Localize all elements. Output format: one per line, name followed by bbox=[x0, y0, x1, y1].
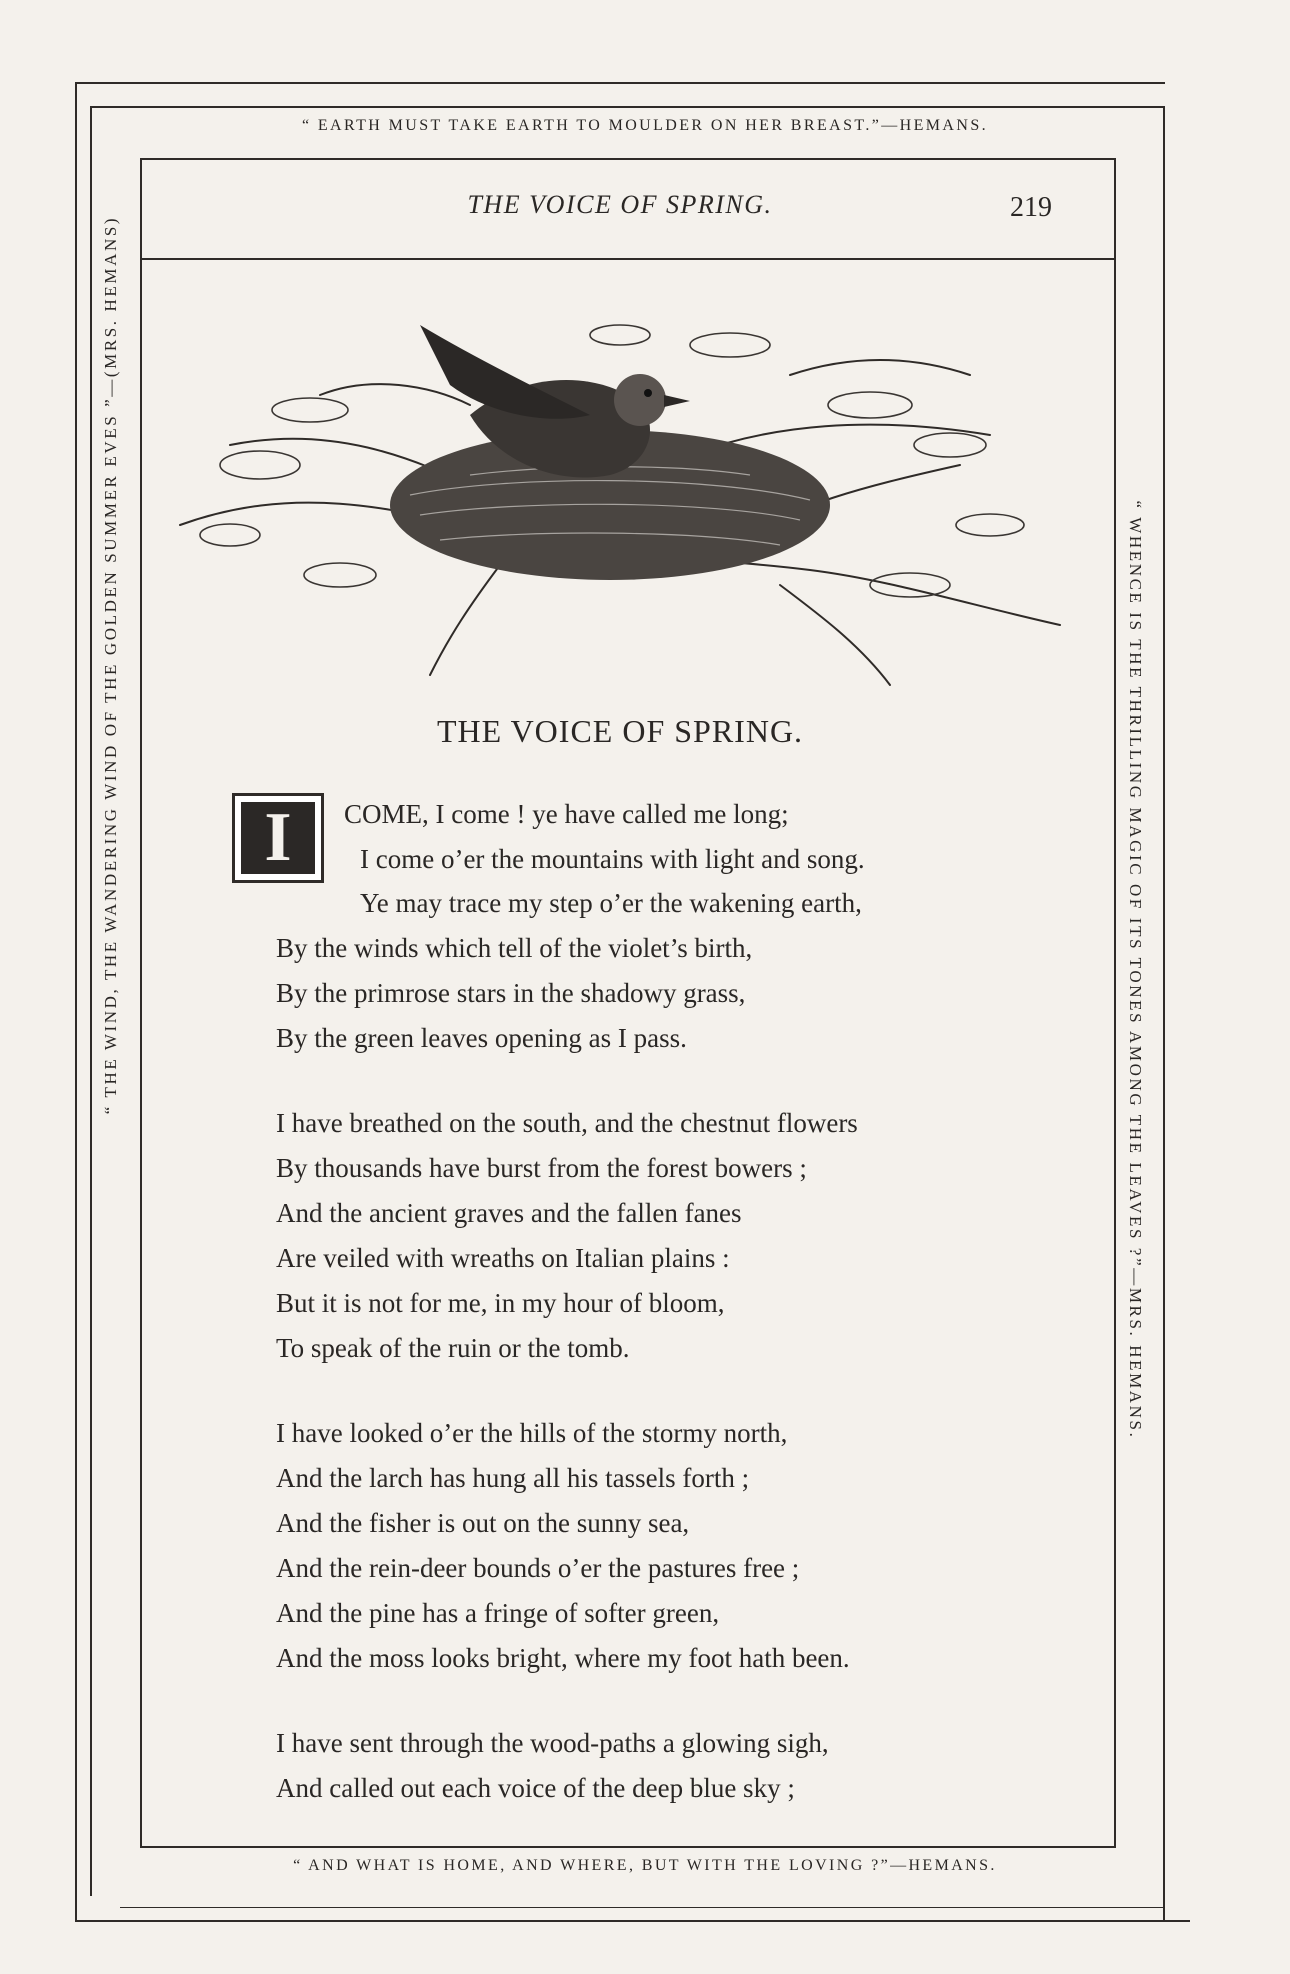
poem-line: And the ancient graves and the fallen fanes bbox=[276, 1198, 742, 1228]
bird-nest-illustration bbox=[170, 305, 1070, 695]
inner-frame-left bbox=[140, 158, 142, 1848]
poem-line: Are veiled with wreaths on Italian plains : bbox=[276, 1243, 730, 1273]
dropcap-letter: I bbox=[264, 799, 292, 876]
poem-line: Ye may trace my step o’er the wakening earth, bbox=[360, 888, 862, 918]
poem-line: But it is not for me, in my hour of bloom, bbox=[276, 1288, 725, 1318]
running-title: THE VOICE OF SPRING. bbox=[467, 190, 773, 219]
poem-title: THE VOICE OF SPRING. bbox=[436, 713, 804, 749]
middle-frame-left bbox=[90, 106, 92, 1896]
poem-line: By thousands have burst from the forest bowers ; bbox=[276, 1153, 807, 1183]
outer-frame-left bbox=[75, 82, 77, 1922]
outer-frame-bottom bbox=[75, 1920, 1190, 1922]
poem-line: And the fisher is out on the sunny sea, bbox=[276, 1508, 690, 1538]
inner-frame-bottom bbox=[140, 1846, 1116, 1848]
poem-line: I have breathed on the south, and the chestnut flowers bbox=[276, 1108, 858, 1138]
inner-frame-top bbox=[140, 158, 1115, 160]
header-rule bbox=[140, 258, 1116, 260]
middle-frame-right bbox=[1163, 106, 1165, 1896]
poem-line: To speak of the ruin or the tomb. bbox=[276, 1333, 630, 1363]
motto-bottom: “ AND WHAT IS HOME, AND WHERE, BUT WITH THE LOVING ?”—HEMANS. bbox=[293, 1857, 997, 1874]
poem-line: COME, I come ! ye have called me long; bbox=[344, 799, 789, 829]
poem-line: I have looked o’er the hills of the stormy north, bbox=[276, 1418, 788, 1448]
page-number: 219 bbox=[1010, 192, 1052, 223]
poem-line: I come o’er the mountains with light and song. bbox=[360, 844, 865, 874]
poem-line: By the green leaves opening as I pass. bbox=[276, 1023, 687, 1053]
poem-line: By the winds which tell of the violet’s birth, bbox=[276, 933, 753, 963]
inner-frame-right bbox=[1114, 158, 1116, 1848]
middle-frame-top bbox=[90, 106, 1165, 108]
poem-line: And the pine has a fringe of softer green, bbox=[276, 1598, 720, 1628]
poem-line: And the rein-deer bounds o’er the pastures free ; bbox=[276, 1553, 800, 1583]
poem-line: I have sent through the wood-paths a glowing sigh, bbox=[276, 1728, 829, 1758]
outer-frame-bottom-rule bbox=[120, 1907, 1163, 1908]
poem-line: And the larch has hung all his tassels forth ; bbox=[276, 1463, 750, 1493]
motto-top: “ EARTH MUST TAKE EARTH TO MOULDER ON HER BREAST.”—HEMANS. bbox=[301, 117, 989, 134]
dropcap bbox=[232, 793, 324, 883]
poem-line: By the primrose stars in the shadowy grass, bbox=[276, 978, 746, 1008]
poem-line: And the moss looks bright, where my foot hath been. bbox=[276, 1643, 850, 1673]
outer-frame-top bbox=[75, 82, 1165, 84]
motto-right: “ WHENCE IS THE THRILLING MAGIC OF ITS TONES AMONG THE LEAVES ?”—MRS. HEMANS. bbox=[1126, 500, 1145, 1440]
motto-left: “ THE WIND, THE WANDERING WIND OF THE GOLDEN SUMMER EVES ”—(MRS. HEMANS) bbox=[101, 215, 120, 1115]
poem-line: And called out each voice of the deep blue sky ; bbox=[276, 1773, 795, 1803]
